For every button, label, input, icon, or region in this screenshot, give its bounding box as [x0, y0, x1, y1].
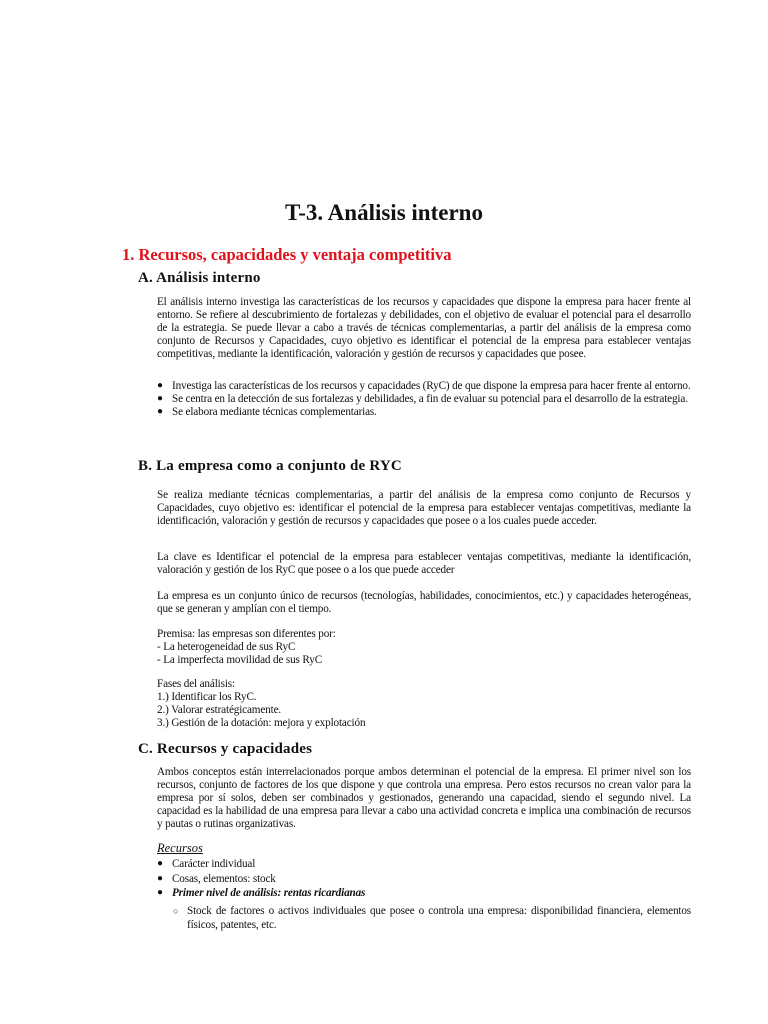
section-c-heading: C. Recursos y capacidades: [138, 741, 313, 757]
list-item: ● Se elabora mediante técnicas complementarias.: [157, 405, 377, 418]
premisa-item: - La imperfecta movilidad de sus RyC: [157, 653, 323, 666]
hollow-bullet-icon: ○: [173, 906, 179, 916]
document-title: T-3. Análisis interno: [285, 200, 483, 225]
premisa-block: [157, 628, 691, 667]
bullet-icon: ●: [157, 858, 163, 869]
bullet-icon: ●: [157, 392, 163, 404]
bullet-icon: ●: [157, 887, 163, 898]
list-item: ● Carácter individual: [157, 858, 256, 870]
fases-item: 1.) Identificar los RyC.: [157, 690, 257, 703]
list-item: ● Cosas, elementos: stock: [157, 872, 276, 885]
section-c-paragraph: Ambos conceptos están interrelacionados porque ambos determinan el potencial de la empresa. El primer nivel son los recursos, conjunto de factores de los que dispone y que controla una empresa. Pero estos recursos no crean valor para la empresa por sí solos, deben ser combinados y gestionados, generando una capacidad, siendo el segundo nivel. La capacidad es la habilidad de una empresa para llevar a cabo una actividad concreta e implica una combinación de recursos y pautas o rutinas organizativas.: [157, 766, 691, 830]
bullet-icon: ●: [157, 872, 163, 884]
fases-intro: Fases del análisis:: [157, 678, 235, 690]
premisa-intro: Premisa: las empresas son diferentes por:: [157, 628, 336, 640]
section-b-paragraph-1: Se realiza mediante técnicas complementarias, a partir del análisis de la empresa como conjunto de Recursos y Capacidades, cuyo objetivo es: identificar el potencial de la empresa para establecer ventajas competitivas, mediante la identificación, valoración y gestión de recursos y capacidades que posee o a los cuales puede acceder.: [157, 489, 691, 527]
section-a-bullet-list: [157, 380, 691, 419]
list-item: ● Se centra en la detección de sus fortalezas y debilidades, a fin de evaluar su potencial para el desarrollo de la estrategia.: [157, 392, 688, 405]
section-a-paragraph: El análisis interno investiga las características de los recursos y capacidades que dispone la empresa para hacer frente al entorno. Se refiere al descubrimiento de fortalezas y debilidades, con el objetivo de evaluar el potencial para el desarrollo de la estrategia. Se puede llevar a cabo a través de técnicas complementarias, a partir del análisis de la empresa como conjunto de Recursos y Capacidades, cuyo objetivo es identificar el potencial de la empresa para establecer ventajas competitivas, mediante la identificación, valoración y gestión de recursos y capacidades que posee.: [157, 296, 691, 360]
fases-block: [157, 678, 691, 730]
section-b-paragraph-2: La clave es Identificar el potencial de la empresa para establecer ventajas competitivas, mediante la identificación, valoración y gestión de los RyC que posee o a los que puede acceder: [157, 551, 691, 576]
section-b-paragraph-3: La empresa es un conjunto único de recursos (tecnologías, habilidades, conocimientos, etc.) y capacidades heterogéneas, que se generan y amplían con el tiempo.: [157, 590, 691, 615]
list-item: ● Investiga las características de los recursos y capacidades (RyC) de que dispone la empresa para hacer frente al entorno.: [157, 380, 691, 392]
section-a-heading: A. Análisis interno: [138, 270, 261, 286]
fases-item: 3.) Gestión de la dotación: mejora y explotación: [157, 716, 366, 729]
list-item: ● Primer nivel de análisis: rentas ricardianas: [157, 887, 366, 899]
recursos-bullet-list: [157, 857, 691, 901]
fases-item: 2.) Valorar estratégicamente.: [157, 703, 282, 716]
premisa-item: - La heterogeneidad de sus RyC: [157, 640, 296, 653]
section-b-heading: B. La empresa como a conjunto de RYC: [138, 458, 402, 474]
recursos-heading: Recursos: [157, 841, 203, 855]
bullet-icon: ●: [157, 405, 163, 417]
section-1-heading: 1. Recursos, capacidades y ventaja competitiva: [122, 245, 452, 264]
list-item: ○ Stock de factores o activos individuales que posee o controla una empresa: disponibilidad financiera, elementos físicos, patentes, etc.: [173, 905, 691, 931]
recursos-sub-list: [173, 904, 691, 932]
bullet-icon: ●: [157, 380, 163, 391]
